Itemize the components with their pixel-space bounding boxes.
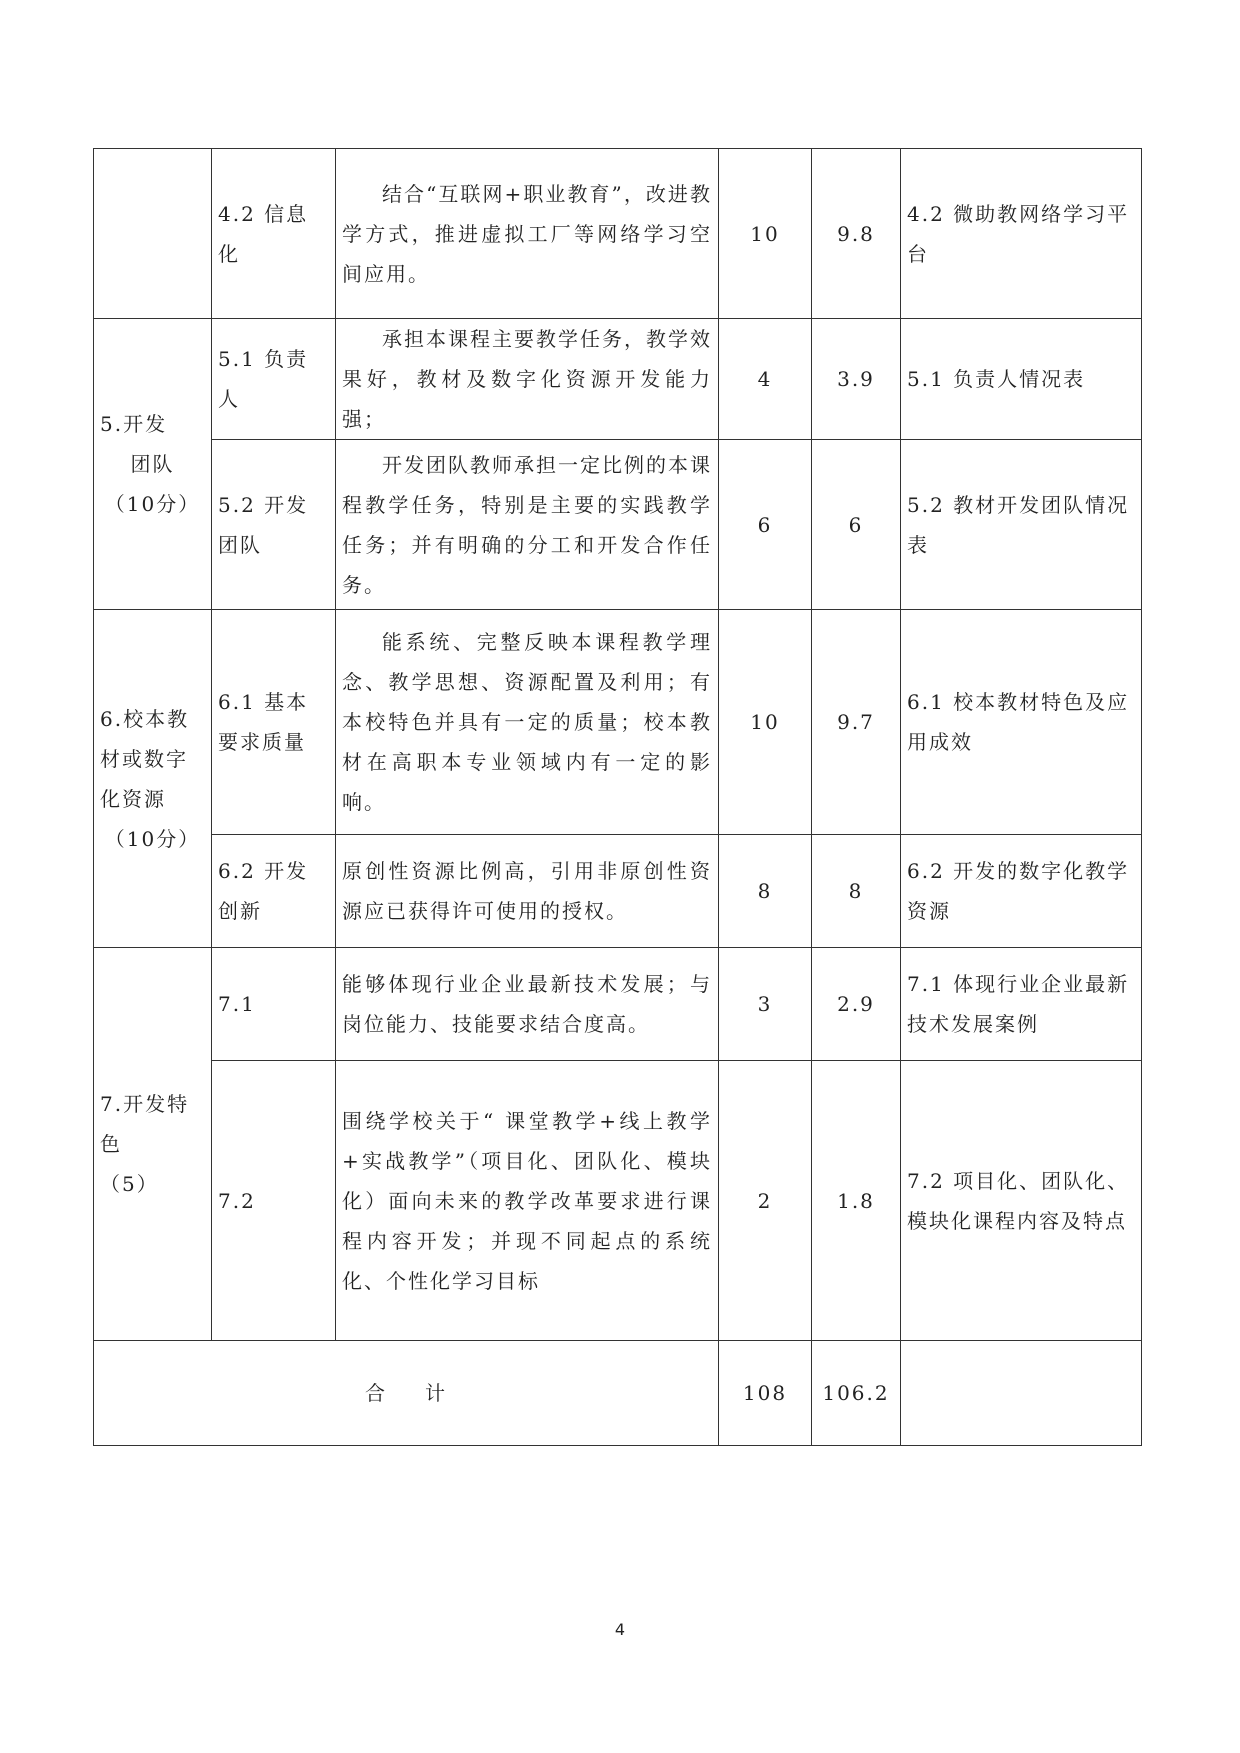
sub-item-cell: 7.1 — [212, 948, 336, 1061]
sub-item-cell: 5.1 负责人 — [212, 319, 336, 440]
material-cell: 6.2 开发的数字化教学资源 — [901, 835, 1142, 948]
requirement-cell: 原创性资源比例高，引用非原创性资源应已获得许可使用的授权。 — [336, 835, 719, 948]
page-number: 4 — [614, 1620, 626, 1639]
full-score-cell: 6 — [719, 440, 812, 610]
material-cell: 7.1 体现行业企业最新技术发展案例 — [901, 948, 1142, 1061]
total-full-score: 108 — [719, 1341, 812, 1446]
full-score-cell: 10 — [719, 149, 812, 319]
table-row — [94, 948, 1142, 1061]
table-row — [94, 440, 1142, 610]
material-cell: 5.1 负责人情况表 — [901, 319, 1142, 440]
total-row — [94, 1341, 1142, 1446]
score-cell: 9.7 — [812, 610, 901, 835]
total-score: 106.2 — [812, 1341, 901, 1446]
category-cell-empty — [94, 149, 212, 319]
full-score-cell: 3 — [719, 948, 812, 1061]
requirement-cell: 围绕学校关于“ 课堂教学+线上教学+实战教学”（项目化、团队化、模块化）面向未来的教学改革要求进行课程内容开发；并现不同起点的系统化、个性化学习目标 — [336, 1061, 719, 1341]
score-cell: 6 — [812, 440, 901, 610]
total-material-empty — [901, 1341, 1142, 1446]
full-score-cell: 2 — [719, 1061, 812, 1341]
score-cell: 9.8 — [812, 149, 901, 319]
requirement-cell: 能系统、完整反映本课程教学理念、教学思想、资源配置及利用；有本校特色并具有一定的质量；校本教材在高职本专业领域内有一定的影响。 — [336, 610, 719, 835]
material-cell: 6.1 校本教材特色及应用成效 — [901, 610, 1142, 835]
full-score-cell: 10 — [719, 610, 812, 835]
full-score-cell: 8 — [719, 835, 812, 948]
table-row — [94, 1061, 1142, 1341]
table-row — [94, 149, 1142, 319]
category-points: （10分） — [104, 826, 201, 851]
requirement-cell: 结合“互联网+职业教育”，改进教学方式，推进虚拟工厂等网络学习空间应用。 — [336, 149, 719, 319]
requirement-cell: 能够体现行业企业最新技术发展；与岗位能力、技能要求结合度高。 — [336, 948, 719, 1061]
material-cell: 7.2 项目化、团队化、模块化课程内容及特点 — [901, 1061, 1142, 1341]
total-label-b: 计 — [425, 1381, 447, 1405]
total-label — [94, 1341, 719, 1446]
score-cell: 2.9 — [812, 948, 901, 1061]
table-row — [94, 319, 1142, 440]
sub-item-cell: 7.2 — [212, 1061, 336, 1341]
category-cell-dev-team — [94, 319, 212, 610]
category-cell-features — [94, 948, 212, 1341]
scoring-table — [93, 148, 1142, 1446]
score-cell: 3.9 — [812, 319, 901, 440]
table-row — [94, 835, 1142, 948]
sub-item-cell: 6.2 开发创新 — [212, 835, 336, 948]
sub-item-cell: 5.2 开发团队 — [212, 440, 336, 610]
category-points: （10分） — [104, 492, 201, 516]
requirement-cell: 开发团队教师承担一定比例的本课程教学任务，特别是主要的实践教学任务；并有明确的分工和开发合作任务。 — [336, 440, 719, 610]
requirement-cell: 承担本课程主要教学任务，教学效果好，教材及数字化资源开发能力强； — [336, 319, 719, 440]
table-row — [94, 610, 1142, 835]
category-label-cont: 团队 — [130, 452, 175, 476]
category-label: 6.校本教材或数字化资源 — [100, 706, 190, 811]
sub-item-cell: 4.2 信息化 — [212, 149, 336, 319]
category-label: 5.开发 — [100, 412, 168, 436]
total-label-a: 合 — [365, 1381, 387, 1405]
material-cell: 5.2 教材开发团队情况表 — [901, 440, 1142, 610]
material-cell: 4.2 微助教网络学习平台 — [901, 149, 1142, 319]
full-score-cell: 4 — [719, 319, 812, 440]
category-cell-textbook — [94, 610, 212, 948]
category-label: 7.开发特色 — [100, 1092, 190, 1156]
score-cell: 8 — [812, 835, 901, 948]
score-cell: 1.8 — [812, 1061, 901, 1341]
sub-item-cell: 6.1 基本要求质量 — [212, 610, 336, 835]
category-points: （5） — [100, 1172, 159, 1196]
